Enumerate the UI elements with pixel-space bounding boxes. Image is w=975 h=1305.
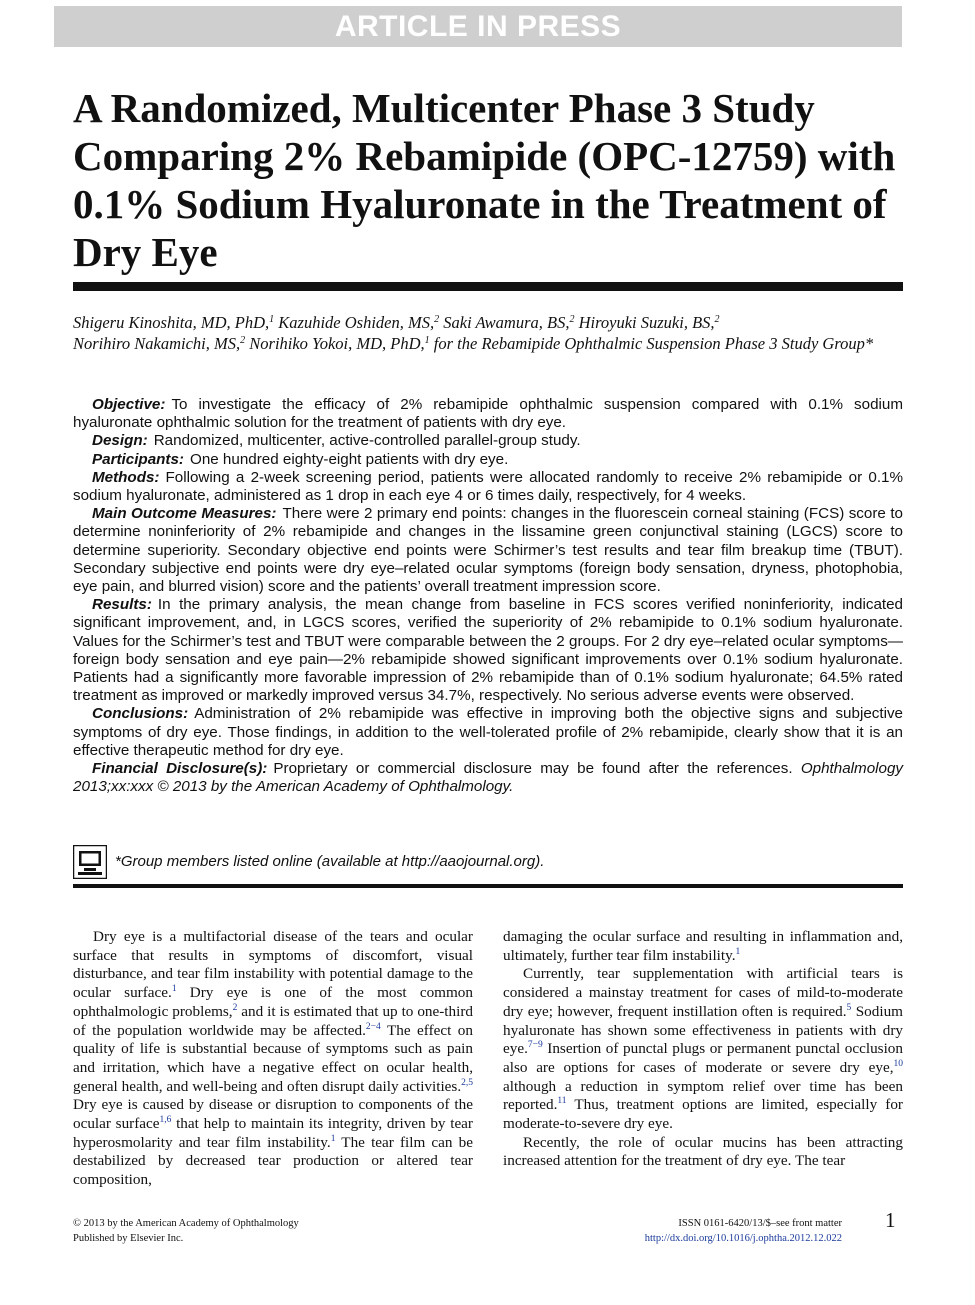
author-line-2 xyxy=(73,334,903,355)
abstract-design: Design: Randomized, multicenter, active-controlled parallel-group study. xyxy=(92,432,581,450)
footer-left xyxy=(73,1216,299,1246)
doi-link[interactable]: http://dx.doi.org/10.1016/j.ophtha.2012.12.022 xyxy=(644,1233,842,1244)
reference-link[interactable]: 10 xyxy=(893,1058,903,1069)
body-column-left xyxy=(73,928,473,1190)
computer-monitor-icon xyxy=(73,845,107,879)
article-in-press-banner: ARTICLE IN PRESS xyxy=(54,6,902,47)
abstract-results: Results: In the primary analysis, the mean change from baseline in FCS scores verified noninferiority, indicated significant improvement, and, in LGCS scores, verified the superiority of 2% rebamipide to 0.1% sodium hyaluronate. Values for the Schirmer’s test and TBUT were comparable between the 2 groups. For 2 dry eye–related ocular symptoms—foreign body sensation and eye pain—2% rebamipide showed significant improvements over 0.1% sodium hyaluronate. Patients had a significantly more favorable impression of 2% rebamipide than of 0.1% sodium hyaluronate; 64.5% rated treatment as improved or markedly improved versus 34.7%, respectively. No serious adverse events were observed. xyxy=(73,596,903,705)
reference-link[interactable]: 7−9 xyxy=(527,1040,543,1051)
abstract-participants: Participants: One hundred eighty-eight patients with dry eye. xyxy=(92,450,509,468)
body-paragraph: Currently, tear supplementation with artificial tears is considered a mainstay treatment for cases of mild-to-moderate dry eye; however, frequent instillation often is required.$^5$ Sodium hyaluronate has shown some effectiveness in patients with dry eye.$^{7-9}$ Insertion of punctal plugs or permanent punctal occlusion also are options for cases of moderate or severe dry eye,$^{10}$ although a reduction in symptom relief over time has been reported.$^{11}$ Thus, treatment options are limited, especially for moderate-to-severe dry eye. xyxy=(503,965,903,1133)
title-divider xyxy=(73,282,903,291)
author: Hiroyuki Suzuki, BS,$^2$ xyxy=(578,313,720,332)
group-note xyxy=(73,845,903,881)
reference-link[interactable]: 2−4 xyxy=(365,1021,381,1032)
abstract-main-outcome: Main Outcome Measures: There were 2 primary end points: changes in the fluorescein corneal staining (FCS) score to determine noninferiority of 2% rebamipide and changes in the lissamine green conjunctival staining (LGCS) score to determine superiority. Secondary objective end points were Schirmer’s test results and tear film breakup time (TBUT). Secondary subjective end points were dry eye–related ocular symptoms (foreign body sensation, dryness, photophobia, eye pain, and blurred vision) score and the patients’ overall treatment impression score. xyxy=(73,505,903,596)
copyright: © 2013 by the American Academy of Ophthalmology xyxy=(73,1218,299,1229)
abstract-conclusions: Conclusions: Administration of 2% rebamipide was effective in improving both the objective signs and subjective symptoms of dry eye. Those findings, in addition to the well-tolerated profile of 2% rebamipide, clearly show that it is an effective therapeutic method for dry eye. xyxy=(73,705,903,759)
abstract-financial-disclosure: Financial Disclosure(s): Proprietary or commercial disclosure may be found after the references. Ophthalmology 2013;xx:xxx © 2013 by the American Academy of Ophthalmology. xyxy=(73,760,903,796)
group-members-note: *Group members listed online (available at http://aaojournal.org). xyxy=(115,853,545,870)
author: Kazuhide Oshiden, MS,$^2$ xyxy=(278,313,440,332)
footer-right xyxy=(645,1216,842,1246)
article-title: A Randomized, Multicenter Phase 3 Study Comparing 2% Rebamipide (OPC-12759) with 0.1% Sodium Hyaluronate in the Treatment of Dry Eye xyxy=(73,85,896,275)
publisher: Published by Elsevier Inc. xyxy=(73,1233,184,1244)
reference-link[interactable]: 2,5 xyxy=(461,1077,473,1088)
body-paragraph: Dry eye is a multifactorial disease of the tears and ocular surface that results in symptoms of discomfort, visual disturbance, and tear film instability with potential damage to the ocular surface.$^1$ Dry eye is one of the most common ophthalmologic problems,$^2$ and it is estimated that up to one-third of the population worldwide may be affected.$^{2-4}$ The effect on quality of life is substantial because of symptoms such as pain and irritation, which have a negative effect on ocular health, general health, and well-being and often disrupt daily activities.$^{2,5}$ Dry eye is caused by disease or disruption to components of the ocular surface$^{1,6}$ that help to maintain its integrity, driven by tear hyperosmolarity and tear film instability.$^1$ The tear film can be destabilized by decreased tear production or altered tear composition, xyxy=(73,928,473,1189)
reference-link[interactable]: 1 xyxy=(330,1133,336,1144)
author: Shigeru Kinoshita, MD, PhD,$^1$ xyxy=(73,313,275,332)
journal-citation: Ophthalmology 2013;xx:xxx © 2013 by the American Academy of Ophthalmology. xyxy=(73,760,903,796)
section-divider xyxy=(73,884,903,888)
body-paragraph: damaging the ocular surface and resulting in inflammation and, ultimately, further tear film instability.$^1$ xyxy=(503,928,903,964)
author: Saki Awamura, BS,$^2$ xyxy=(443,313,575,332)
author: Norihiko Yokoi, MD, PhD,$^1$ xyxy=(249,333,430,353)
page-number: 1 xyxy=(885,1208,896,1232)
reference-link[interactable]: 5 xyxy=(846,1002,852,1013)
author-list xyxy=(73,313,903,354)
reference-link[interactable]: 2 xyxy=(232,1002,238,1013)
abstract-methods: Methods: Following a 2-week screening period, patients were allocated randomly to receive 2% rebamipide or 0.1% sodium hyaluronate, administered as 1 drop in each eye 4 or 6 times daily, respectively, for 4 weeks. xyxy=(73,468,903,505)
reference-link[interactable]: 1 xyxy=(171,984,177,995)
reference-link[interactable]: 11 xyxy=(557,1096,567,1107)
abstract-objective: Objective: To investigate the efficacy of 2% rebamipide ophthalmic suspension compared with 0.1% sodium hyaluronate ophthalmic solution for the treatment of patients with dry eye. xyxy=(73,396,903,432)
body-column-right xyxy=(503,928,903,1171)
reference-link[interactable]: 1,6 xyxy=(159,1115,172,1126)
reference-link[interactable]: 1 xyxy=(735,946,741,957)
author-line-1 xyxy=(73,313,903,334)
abstract xyxy=(73,396,903,796)
issn: ISSN 0161-6420/13/$–see front matter xyxy=(678,1218,842,1229)
study-group: for the Rebamipide Ophthalmic Suspension Phase 3 Study Group* xyxy=(433,333,874,353)
body-paragraph: Recently, the role of ocular mucins has been attracting increased attention for the treatment of dry eye. The tear xyxy=(503,1133,903,1170)
author: Norihiro Nakamichi, MS,$^2$ xyxy=(73,333,246,353)
